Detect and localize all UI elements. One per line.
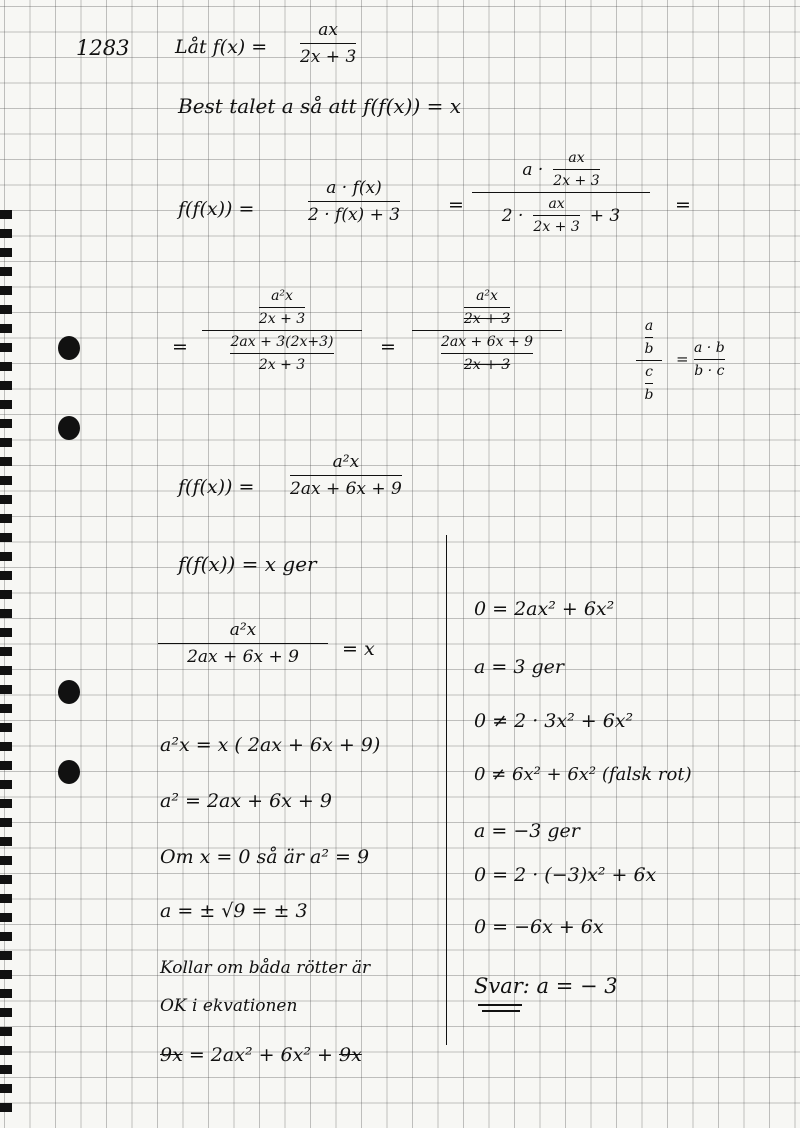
equation-line: 0 = 2 · (−3)x² + 6x (474, 864, 657, 886)
fraction-numerator: 2ax + 6x + 9 (440, 334, 534, 350)
fraction-bar (158, 643, 328, 644)
fraction-bar (308, 201, 400, 202)
fraction-numerator: ax (568, 150, 585, 166)
equals-sign: = (675, 194, 691, 216)
fraction-bar (290, 475, 402, 476)
fraction-denominator: 2x + 3 (258, 311, 306, 327)
fraction-denominator: 2x + 3 (258, 357, 306, 373)
fraction-bar (694, 359, 725, 360)
equals-sign: = (380, 336, 396, 358)
fraction-denominator: 2ax + 6x + 9 (290, 479, 402, 499)
problem-task: Best talet a så att f(f(x)) = x (178, 94, 462, 118)
fraction-bar (533, 215, 579, 216)
step5-fraction (158, 620, 328, 667)
bottom-fraction (441, 334, 533, 373)
equals-sign: = (172, 336, 188, 358)
note-line: Kollar om båda rötter är (160, 958, 371, 978)
coefficient-a: a · (522, 159, 544, 180)
equation-line: a = 3 ger (474, 656, 564, 678)
fraction-numerator: a · f(x) (326, 178, 382, 198)
step1-fraction (308, 178, 400, 225)
step4-text: f(f(x)) = x ger (178, 552, 317, 576)
plus-three: + 3 (589, 205, 621, 226)
inner-fraction (533, 196, 579, 235)
cancelled-term: 9x (160, 1044, 183, 1066)
function-fraction (300, 20, 356, 67)
equation-line: 0 = −6x + 6x (474, 916, 604, 938)
fraction-denominator: 2x + 3 (300, 47, 357, 67)
fraction-bar (230, 353, 333, 354)
fraction-bar (300, 43, 356, 44)
top-fraction (259, 288, 305, 327)
fraction-denominator: b (644, 387, 654, 403)
fraction-denominator: 2x + 3 (533, 219, 580, 235)
cancelled-denominator: 2x + 3 (463, 357, 511, 373)
fraction-numerator: ax (548, 196, 565, 212)
nested-denominator (502, 196, 620, 235)
coefficient-2: 2 · (501, 205, 524, 226)
step3-fraction (290, 452, 402, 499)
equation-line: a² = 2ax + 6x + 9 (160, 790, 332, 812)
fraction-numerator: 2ax + 3(2x+3) (230, 334, 334, 350)
fraction-numerator: a · b (694, 340, 725, 356)
note-line: OK i ekvationen (160, 996, 298, 1016)
punch-hole (58, 416, 80, 440)
fraction-bar (645, 383, 654, 384)
fraction-bar (259, 307, 305, 308)
equals-sign: = (448, 194, 464, 216)
step5-rhs: = x (342, 638, 375, 660)
equation-line: a²x = x ( 2ax + 6x + 9) (160, 734, 381, 756)
fraction-numerator: a²x (271, 288, 293, 304)
fraction-bar (636, 360, 662, 361)
top-fraction (464, 288, 510, 327)
problem-number: 1283 (76, 36, 130, 60)
side-note-result (694, 340, 725, 379)
side-top-fraction (645, 318, 654, 357)
step2-compound-fraction (202, 288, 362, 373)
equation-middle: = 2ax² + 6x² + (182, 1044, 339, 1066)
side-note-equals: = (676, 350, 689, 368)
fraction-bar (202, 330, 362, 331)
step3-lhs: f(f(x)) = (178, 476, 255, 498)
column-divider (446, 535, 447, 1045)
fraction-bar (553, 169, 599, 170)
notebook-binding-edge (0, 210, 12, 1120)
fraction-denominator: 2ax + 6x + 9 (187, 647, 299, 667)
fraction-bar (441, 353, 533, 354)
step1-nested-fraction (472, 150, 650, 235)
equation-line (160, 1046, 362, 1065)
fraction-denominator: 2x + 3 (553, 173, 600, 189)
step1-lhs: f(f(x)) = (178, 198, 255, 220)
cancelled-denominator: 2x + 3 (463, 311, 511, 327)
equation-line: 0 = 2ax² + 6x² (474, 598, 615, 620)
fraction-numerator: a²x (229, 620, 257, 640)
side-note-fraction (636, 318, 662, 403)
inner-fraction (553, 150, 599, 189)
fraction-bar (472, 192, 650, 193)
fraction-denominator: 2 · f(x) + 3 (308, 205, 401, 225)
step2-simplified-fraction (412, 288, 562, 373)
fraction-numerator: a²x (332, 452, 360, 472)
fraction-numerator: ax (318, 20, 338, 40)
fraction-denominator: b (644, 341, 654, 357)
fraction-bar (645, 337, 654, 338)
punch-hole (58, 760, 80, 784)
equation-line: 0 ≠ 2 · 3x² + 6x² (474, 710, 634, 732)
fraction-denominator: b · c (694, 363, 725, 379)
answer: Svar: a = − 3 (474, 974, 618, 998)
fraction-numerator: c (645, 364, 653, 380)
equation-line: a = ± √9 = ± 3 (160, 900, 308, 922)
problem-intro: Låt f(x) = (175, 36, 268, 58)
answer-underline (478, 1004, 522, 1006)
cancelled-term: 9x (338, 1044, 362, 1066)
equation-line: 0 ≠ 6x² + 6x² (falsk rot) (474, 764, 692, 785)
punch-hole (58, 680, 80, 704)
fraction-numerator: a²x (476, 288, 498, 304)
bottom-fraction (230, 334, 333, 373)
equation-line: a = −3 ger (474, 820, 580, 842)
nested-numerator (522, 150, 599, 189)
answer-underline (482, 1010, 520, 1012)
fraction-bar (412, 330, 562, 331)
fraction-bar (464, 307, 510, 308)
side-bottom-fraction (645, 364, 654, 403)
fraction-numerator: a (644, 318, 654, 334)
equation-line: Om x = 0 så är a² = 9 (160, 846, 370, 868)
punch-hole (58, 336, 80, 360)
